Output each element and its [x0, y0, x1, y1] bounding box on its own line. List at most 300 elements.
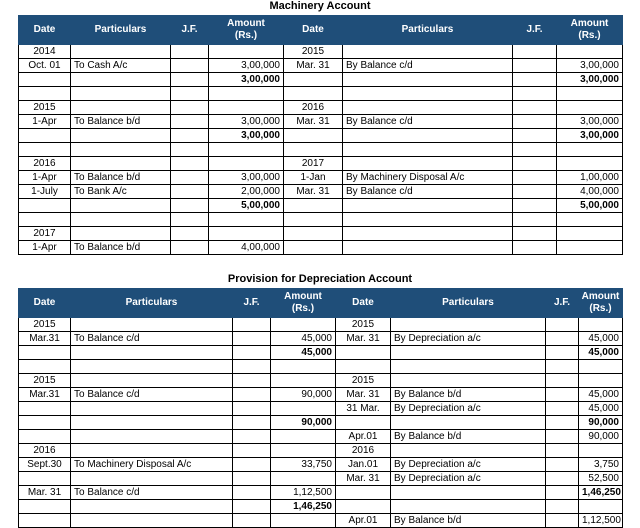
cell-particulars: To Balance b/d	[71, 115, 171, 129]
cell-jf	[233, 500, 271, 514]
table-row	[19, 45, 623, 59]
cell-amount-total: 3,00,000	[557, 73, 623, 87]
cell-particulars	[71, 73, 171, 87]
cell-amount-total: 1,46,250	[271, 500, 336, 514]
cell-date	[284, 73, 343, 87]
cell-date: 2015	[284, 45, 343, 59]
col-amount-credit-label: Amount	[570, 18, 609, 29]
cell-particulars	[71, 346, 233, 360]
cell-jf	[513, 157, 557, 171]
cell-date	[19, 129, 71, 143]
cell-date: 1-Apr	[19, 115, 71, 129]
cell-jf	[171, 213, 209, 227]
cell-amount: 1,12,500	[579, 514, 623, 528]
col-amount-debit-unit: (Rs.)	[291, 303, 315, 314]
cell-particulars	[71, 143, 171, 157]
cell-amount: 45,000	[271, 332, 336, 346]
cell-particulars: To Balance b/d	[71, 171, 171, 185]
cell-amount	[557, 143, 623, 157]
cell-particulars	[343, 73, 513, 87]
cell-particulars	[391, 486, 546, 500]
cell-date: 2015	[19, 374, 71, 388]
cell-particulars: To Balance c/d	[71, 388, 233, 402]
cell-particulars: To Bank A/c	[71, 185, 171, 199]
cell-date	[284, 241, 343, 255]
cell-jf	[513, 73, 557, 87]
cell-amount-total: 3,00,000	[209, 73, 284, 87]
cell-particulars: By Balance b/d	[391, 388, 546, 402]
cell-particulars	[71, 430, 233, 444]
cell-amount-total: 5,00,000	[557, 199, 623, 213]
cell-date: Jan.01	[336, 458, 391, 472]
cell-amount	[557, 157, 623, 171]
cell-amount	[209, 87, 284, 101]
cell-jf	[546, 444, 579, 458]
cell-particulars	[343, 143, 513, 157]
cell-jf	[171, 73, 209, 87]
cell-date: Mar. 31	[336, 472, 391, 486]
cell-particulars	[71, 360, 233, 374]
cell-amount	[579, 360, 623, 374]
col-date-debit: Date	[19, 16, 71, 45]
table-row	[19, 318, 623, 332]
cell-particulars	[71, 45, 171, 59]
col-jf-debit: J.F.	[171, 16, 209, 45]
cell-amount	[209, 45, 284, 59]
cell-particulars	[391, 416, 546, 430]
cell-amount	[557, 227, 623, 241]
cell-amount: 3,00,000	[209, 59, 284, 73]
cell-jf	[171, 199, 209, 213]
table-row	[19, 115, 623, 129]
cell-date: Mar. 31	[284, 59, 343, 73]
cell-amount: 33,750	[271, 458, 336, 472]
cell-amount: 45,000	[579, 388, 623, 402]
cell-amount	[271, 374, 336, 388]
cell-jf	[233, 430, 271, 444]
cell-date	[19, 430, 71, 444]
cell-jf	[171, 129, 209, 143]
cell-jf	[546, 430, 579, 444]
cell-amount	[271, 472, 336, 486]
table-row	[19, 101, 623, 115]
machinery-account-title: Machinery Account	[269, 0, 371, 12]
cell-jf	[233, 472, 271, 486]
cell-amount: 52,500	[579, 472, 623, 486]
cell-jf	[546, 486, 579, 500]
cell-date	[19, 213, 71, 227]
cell-jf	[546, 500, 579, 514]
machinery-account-block	[0, 0, 640, 255]
machinery-account-body	[19, 45, 623, 255]
cell-date: 2017	[284, 157, 343, 171]
cell-jf	[513, 129, 557, 143]
cell-amount: 90,000	[271, 388, 336, 402]
cell-jf	[171, 101, 209, 115]
cell-particulars	[391, 500, 546, 514]
table-row	[19, 514, 623, 528]
col-amount-credit	[557, 16, 623, 45]
cell-date: 2015	[19, 318, 71, 332]
cell-particulars	[71, 416, 233, 430]
cell-jf	[233, 486, 271, 500]
cell-particulars: By Balance c/d	[343, 115, 513, 129]
cell-date	[19, 402, 71, 416]
table-row	[19, 143, 623, 157]
cell-jf	[546, 360, 579, 374]
cell-date	[19, 87, 71, 101]
cell-particulars	[71, 318, 233, 332]
col-amount-credit-unit: (Rs.)	[578, 30, 601, 41]
cell-amount	[557, 101, 623, 115]
cell-particulars	[391, 346, 546, 360]
cell-jf	[546, 402, 579, 416]
col-amount-debit-label: Amount	[227, 18, 265, 29]
cell-date: 2017	[19, 227, 71, 241]
cell-date	[19, 346, 71, 360]
cell-amount	[557, 241, 623, 255]
cell-particulars	[343, 87, 513, 101]
table-row	[19, 157, 623, 171]
col-date-credit: Date	[284, 16, 343, 45]
cell-date	[19, 472, 71, 486]
cell-jf	[546, 318, 579, 332]
cell-amount: 3,00,000	[557, 115, 623, 129]
cell-jf	[233, 388, 271, 402]
table-row	[19, 346, 623, 360]
col-amount-credit-label: Amount	[581, 291, 620, 302]
cell-particulars	[71, 227, 171, 241]
cell-jf	[513, 87, 557, 101]
cell-particulars	[343, 45, 513, 59]
cell-jf	[513, 185, 557, 199]
table-row	[19, 199, 623, 213]
cell-jf	[233, 402, 271, 416]
cell-jf	[546, 346, 579, 360]
cell-date: 31 Mar.	[336, 402, 391, 416]
col-jf-credit: J.F.	[513, 16, 557, 45]
cell-date: 1-Jan	[284, 171, 343, 185]
cell-particulars: By Balance c/d	[343, 59, 513, 73]
table-row	[19, 374, 623, 388]
cell-date: Mar. 31	[284, 115, 343, 129]
table-row	[19, 171, 623, 185]
cell-amount	[271, 402, 336, 416]
cell-date	[284, 129, 343, 143]
cell-date: 2016	[284, 101, 343, 115]
cell-amount	[271, 444, 336, 458]
table-row	[19, 332, 623, 346]
cell-particulars: By Depreciation a/c	[391, 472, 546, 486]
cell-particulars	[343, 199, 513, 213]
cell-particulars: To Balance c/d	[71, 332, 233, 346]
provision-depreciation-body	[19, 318, 623, 528]
cell-amount-total: 3,00,000	[209, 129, 284, 143]
cell-jf	[171, 227, 209, 241]
cell-date: 1-July	[19, 185, 71, 199]
cell-date	[19, 500, 71, 514]
cell-amount-total: 1,46,250	[579, 486, 623, 500]
table-row	[19, 458, 623, 472]
cell-date	[284, 227, 343, 241]
table-row	[19, 227, 623, 241]
cell-particulars	[71, 199, 171, 213]
cell-amount	[209, 101, 284, 115]
cell-amount	[579, 318, 623, 332]
cell-amount: 1,00,000	[557, 171, 623, 185]
table-row	[19, 185, 623, 199]
cell-date	[336, 360, 391, 374]
cell-date	[284, 199, 343, 213]
cell-particulars: By Machinery Disposal A/c	[343, 171, 513, 185]
cell-amount: 3,00,000	[557, 59, 623, 73]
table-row	[19, 87, 623, 101]
cell-amount	[209, 213, 284, 227]
cell-date: Mar. 31	[284, 185, 343, 199]
cell-date: Mar.31	[19, 388, 71, 402]
cell-particulars: To Cash A/c	[71, 59, 171, 73]
cell-particulars	[391, 318, 546, 332]
cell-particulars	[343, 227, 513, 241]
cell-particulars: To Balance b/d	[71, 241, 171, 255]
cell-amount: 45,000	[579, 402, 623, 416]
cell-jf	[513, 171, 557, 185]
cell-date	[284, 143, 343, 157]
cell-amount	[557, 45, 623, 59]
cell-amount	[579, 374, 623, 388]
cell-date: Mar.31	[19, 332, 71, 346]
cell-date	[19, 143, 71, 157]
cell-date	[19, 514, 71, 528]
cell-amount: 3,00,000	[209, 171, 284, 185]
col-jf-credit: J.F.	[546, 289, 579, 318]
cell-jf	[171, 241, 209, 255]
cell-date	[284, 213, 343, 227]
cell-jf	[171, 185, 209, 199]
cell-jf	[513, 199, 557, 213]
cell-jf	[233, 332, 271, 346]
cell-particulars	[71, 402, 233, 416]
col-amount-debit-label: Amount	[284, 291, 322, 302]
cell-jf	[171, 115, 209, 129]
cell-amount-total: 45,000	[579, 346, 623, 360]
provision-depreciation-block	[0, 273, 640, 528]
cell-jf	[171, 157, 209, 171]
col-amount-debit	[209, 16, 284, 45]
cell-jf	[513, 45, 557, 59]
cell-particulars	[343, 213, 513, 227]
cell-jf	[233, 416, 271, 430]
cell-date: Apr.01	[336, 430, 391, 444]
cell-date: 2015	[336, 374, 391, 388]
cell-amount: 90,000	[579, 430, 623, 444]
cell-date	[336, 346, 391, 360]
table-row	[19, 430, 623, 444]
cell-date: 1-Apr	[19, 171, 71, 185]
cell-particulars	[71, 500, 233, 514]
cell-jf	[171, 171, 209, 185]
table-row	[19, 444, 623, 458]
cell-particulars	[71, 213, 171, 227]
col-particulars-debit: Particulars	[71, 16, 171, 45]
cell-jf	[233, 360, 271, 374]
cell-particulars	[391, 374, 546, 388]
col-date-debit: Date	[19, 289, 71, 318]
cell-jf	[233, 444, 271, 458]
col-jf-debit: J.F.	[233, 289, 271, 318]
table-row	[19, 486, 623, 500]
cell-particulars	[343, 241, 513, 255]
cell-particulars: To Machinery Disposal A/c	[71, 458, 233, 472]
col-particulars-debit: Particulars	[71, 289, 233, 318]
cell-jf	[546, 472, 579, 486]
cell-jf	[233, 458, 271, 472]
cell-particulars: By Depreciation a/c	[391, 402, 546, 416]
machinery-account-table	[18, 15, 623, 255]
cell-particulars	[71, 87, 171, 101]
cell-amount	[557, 87, 623, 101]
cell-amount: 45,000	[579, 332, 623, 346]
cell-particulars	[71, 514, 233, 528]
cell-date: 2015	[19, 101, 71, 115]
cell-amount	[557, 213, 623, 227]
cell-jf	[513, 101, 557, 115]
cell-amount	[271, 318, 336, 332]
cell-particulars	[343, 129, 513, 143]
cell-date: Sept.30	[19, 458, 71, 472]
provision-depreciation-title: Provision for Depreciation Account	[227, 273, 413, 285]
col-particulars-credit: Particulars	[391, 289, 546, 318]
col-amount-debit	[271, 289, 336, 318]
cell-amount: 2,00,000	[209, 185, 284, 199]
cell-particulars: By Balance c/d	[343, 185, 513, 199]
cell-amount-total: 90,000	[579, 416, 623, 430]
cell-date: 2016	[19, 157, 71, 171]
cell-date: 2014	[19, 45, 71, 59]
cell-date: 2015	[336, 318, 391, 332]
cell-amount: 3,750	[579, 458, 623, 472]
cell-jf	[513, 115, 557, 129]
cell-date: Oct. 01	[19, 59, 71, 73]
cell-particulars: By Depreciation a/c	[391, 458, 546, 472]
cell-amount	[209, 227, 284, 241]
cell-jf	[233, 514, 271, 528]
table-row	[19, 129, 623, 143]
cell-particulars: To Balance c/d	[71, 486, 233, 500]
col-particulars-credit: Particulars	[343, 16, 513, 45]
cell-jf	[171, 87, 209, 101]
cell-particulars	[391, 444, 546, 458]
cell-jf	[233, 318, 271, 332]
cell-date	[284, 87, 343, 101]
table-row	[19, 213, 623, 227]
cell-particulars: By Balance b/d	[391, 430, 546, 444]
cell-particulars	[71, 374, 233, 388]
cell-amount	[579, 444, 623, 458]
cell-jf	[171, 143, 209, 157]
table-row	[19, 388, 623, 402]
cell-date	[19, 360, 71, 374]
cell-amount-total: 3,00,000	[557, 129, 623, 143]
cell-amount-total: 5,00,000	[209, 199, 284, 213]
cell-particulars	[343, 101, 513, 115]
cell-jf	[546, 416, 579, 430]
cell-particulars: By Depreciation a/c	[391, 332, 546, 346]
table-row	[19, 59, 623, 73]
cell-date	[19, 199, 71, 213]
cell-date	[336, 486, 391, 500]
cell-date: 1-Apr	[19, 241, 71, 255]
table-row	[19, 472, 623, 486]
cell-particulars	[71, 129, 171, 143]
cell-particulars	[71, 472, 233, 486]
cell-amount	[209, 157, 284, 171]
cell-jf	[546, 374, 579, 388]
cell-particulars	[343, 157, 513, 171]
table-row	[19, 360, 623, 374]
cell-jf	[546, 514, 579, 528]
cell-amount-total: 45,000	[271, 346, 336, 360]
cell-jf	[513, 213, 557, 227]
cell-particulars	[71, 101, 171, 115]
table-row	[19, 241, 623, 255]
cell-jf	[513, 59, 557, 73]
cell-amount-total: 90,000	[271, 416, 336, 430]
col-amount-credit	[579, 289, 623, 318]
cell-date: Mar. 31	[19, 486, 71, 500]
cell-jf	[546, 332, 579, 346]
cell-date: 2016	[19, 444, 71, 458]
cell-date: Apr.01	[336, 514, 391, 528]
table-row	[19, 402, 623, 416]
cell-jf	[171, 45, 209, 59]
table-header-row	[19, 16, 623, 45]
cell-amount	[271, 360, 336, 374]
cell-amount: 4,00,000	[557, 185, 623, 199]
col-amount-debit-unit: (Rs.)	[234, 30, 258, 41]
cell-date: Mar. 31	[336, 388, 391, 402]
cell-jf	[233, 346, 271, 360]
col-date-credit: Date	[336, 289, 391, 318]
cell-jf	[546, 458, 579, 472]
cell-date	[336, 500, 391, 514]
cell-amount	[271, 430, 336, 444]
cell-amount: 1,12,500	[271, 486, 336, 500]
cell-amount: 3,00,000	[209, 115, 284, 129]
cell-jf	[513, 227, 557, 241]
table-header-row	[19, 289, 623, 318]
table-row	[19, 73, 623, 87]
table-row	[19, 500, 623, 514]
cell-date	[19, 416, 71, 430]
table-row	[19, 416, 623, 430]
cell-amount: 4,00,000	[209, 241, 284, 255]
cell-date: 2016	[336, 444, 391, 458]
provision-depreciation-table	[18, 288, 623, 528]
cell-date: Mar. 31	[336, 332, 391, 346]
cell-jf	[233, 374, 271, 388]
cell-amount	[271, 514, 336, 528]
cell-particulars	[391, 360, 546, 374]
cell-amount	[579, 500, 623, 514]
cell-jf	[171, 59, 209, 73]
cell-jf	[513, 143, 557, 157]
col-amount-credit-unit: (Rs.)	[589, 303, 612, 314]
cell-amount	[209, 143, 284, 157]
cell-particulars	[71, 157, 171, 171]
cell-date	[336, 416, 391, 430]
cell-date	[19, 73, 71, 87]
